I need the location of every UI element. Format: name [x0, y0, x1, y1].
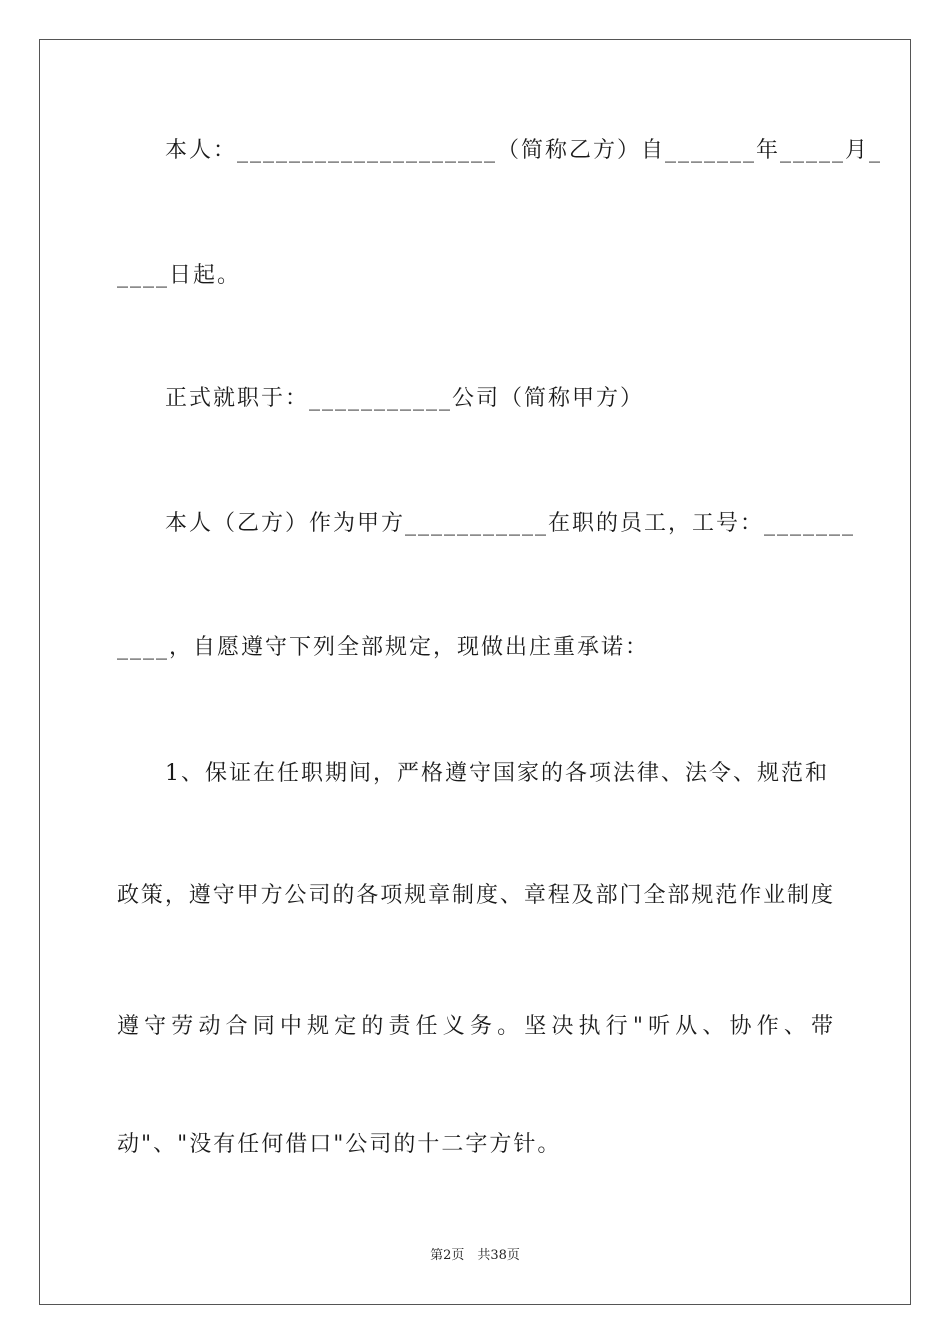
page-border — [39, 39, 911, 1305]
page-number-footer: 第2页 共38页 — [430, 1248, 520, 1263]
text-line-8: 遵守劳动合同中规定的责任义务。坚决执行"听从、协作、带 — [117, 1014, 833, 1039]
text-line-9: 动"、"没有任何借口"公司的十二字方针。 — [117, 1132, 562, 1157]
text-line-2: ____日起。 — [117, 263, 242, 288]
text-line-4: 本人（乙方）作为甲方___________在职的员工，工号：_______ — [117, 511, 856, 536]
text-line-5: ____，自愿遵守下列全部规定，现做出庄重承诺： — [117, 635, 650, 660]
text-line-6: 1、保证在任职期间，严格遵守国家的各项法律、法令、规范和 — [117, 761, 829, 786]
text-line-1: 本人：____________________（简称乙方）自_______年_____月_ — [117, 138, 883, 163]
text-line-3: 正式就职于：___________公司（简称甲方） — [117, 386, 645, 411]
text-line-7: 政策，遵守甲方公司的各项规章制度、章程及部门全部规范作业制度 — [117, 883, 833, 908]
